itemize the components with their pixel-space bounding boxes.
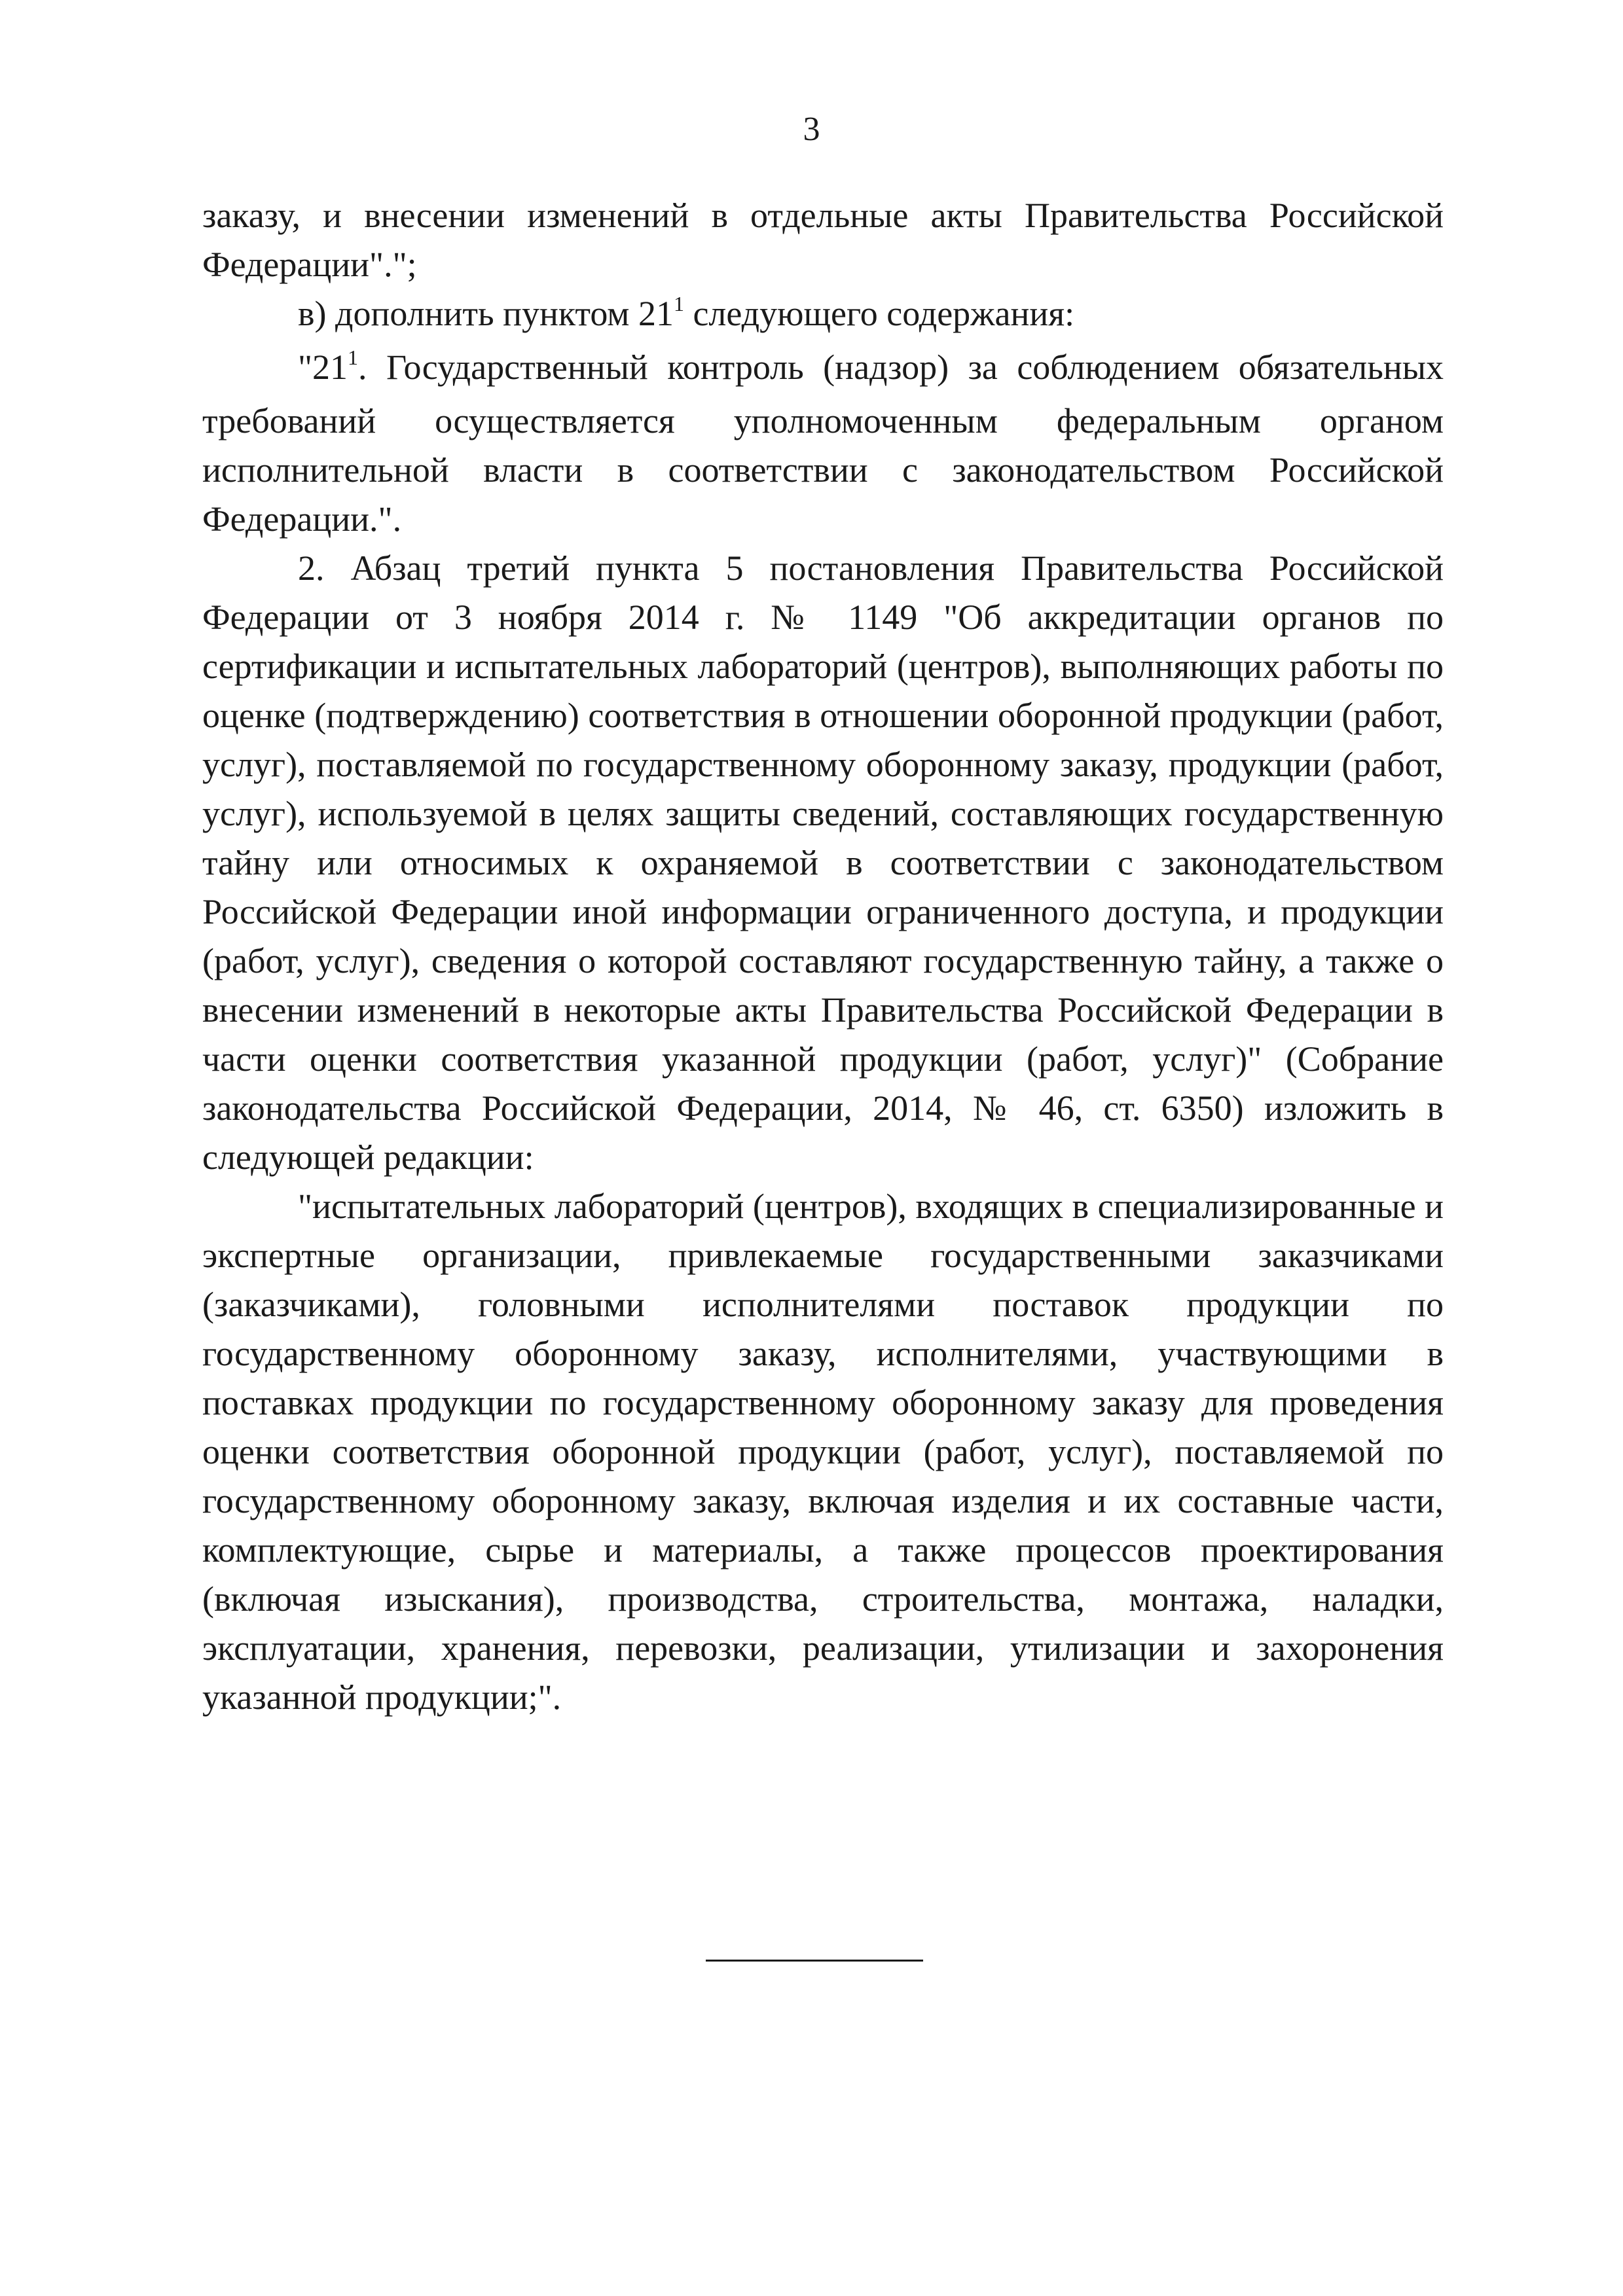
paragraph-item-2: 2. Абзац третий пункта 5 постановления Правительства Российской Федерации от 3 ноября 2014 г. № 1149 "Об аккредитации органов по сертификации и испытательных лабораторий (центров), выполняющих работы по оценке (подтверждению) соответствия в отношении оборонной продукции (работ, услуг), поставляемой по государственному оборонному заказу, продукции (работ, услуг), используемой в целях защиты сведений, составляющих государственную тайну или относимых к охраняемой в соответствии с законодательством Российской Федерации иной информации ограниченного доступа, и продукции (работ, услуг), сведения о которой составляют государственную тайну, а также о внесении изменений в некоторые акты Правительства Российской Федерации в части оценки соответствия указанной продукции (работ, услуг)" (Собрание законодательства Российской Федерации, 2014, № 46, ст. 6350) изложить в следующей редакции: (202, 548, 1444, 1177)
superscript: 1 (348, 346, 359, 369)
end-of-document-rule (706, 1960, 923, 1962)
paragraph-item-21-1 (202, 343, 1444, 544)
document-body (202, 191, 1444, 1722)
paragraph-continuation: заказу, и внесении изменений в отдельные акты Правительства Российской Федерации"."; (202, 196, 1444, 284)
page-number: 3 (803, 111, 820, 148)
paragraph-amendment-v-text-end: следующего содержания: (684, 294, 1075, 333)
superscript: 1 (673, 292, 684, 315)
paragraph-new-wording: "испытательных лабораторий (центров), входящих в специализированные и экспертные организации, привлекаемые государственными заказчиками (заказчиками), головными исполнителями поставок продукции по государственному оборонному заказу, исполнителями, участвующими в поставках продукции по государственному оборонному заказу для проведения оценки соответствия оборонной продукции (работ, услуг), поставляемой по государственному оборонному заказу, включая изделия и их составные части, комплектующие, сырье и материалы, а также процессов проектирования (включая изыскания), производства, строительства, монтажа, наладки, эксплуатации, хранения, перевозки, реализации, утилизации и захоронения указанной продукции;". (202, 1187, 1444, 1717)
paragraph-amendment-v-text: в) дополнить пунктом 21 (298, 294, 674, 333)
paragraph-item-21-1-text: "21 (298, 348, 348, 387)
paragraph-item-21-1-text-end: . Государственный контроль (надзор) за соблюдением обязательных требований осуществляется уполномоченным федеральным органом исполнительной власти в соответствии с законодательством Российской Федерации.". (202, 348, 1444, 539)
paragraph-amendment-v (202, 289, 1444, 343)
